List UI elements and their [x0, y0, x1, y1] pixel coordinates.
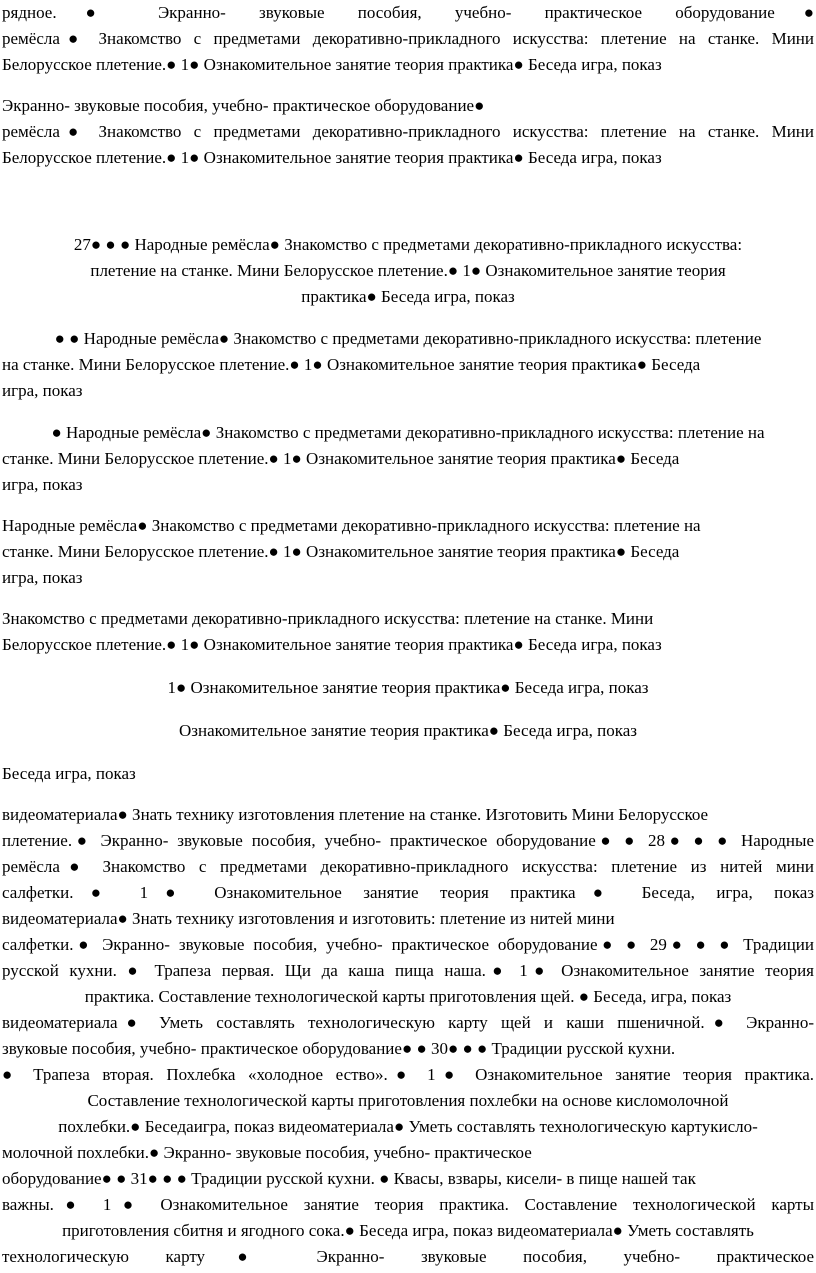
text-line: приготовления сбитня и ягодного сока.● Беседа игра, показ видеоматериала● Уметь составлять: [62, 1221, 754, 1240]
text-line: Составление технологической карты приготовления похлебки на основе кисломолочной: [87, 1091, 729, 1110]
text-line: ремёсла● Знакомство с предметами декоративно-прикладного искусства: плетение на станке. Мини: [2, 122, 814, 141]
text-line: практика● Беседа игра, показ: [301, 287, 515, 306]
text-line: ● Трапеза вторая. Похлебка «холодное ество».● 1● Ознакомительное занятие теория практика.: [2, 1065, 814, 1084]
text-line: салфетки.● Экранно- звуковые пособия, учебно- практическое оборудование● ● 29● ● ● Традиции: [2, 935, 814, 954]
paragraph: [2, 675, 814, 701]
text-line: станке. Мини Белорусское плетение.● 1● Ознакомительное занятие теория практика● Беседа: [2, 449, 680, 468]
paragraph: [2, 513, 814, 591]
text-line: русской кухни. ● Трапеза первая. Щи да каша пища наша.● 1● Ознакомительное занятие теория: [2, 961, 814, 980]
text-line: станке. Мини Белорусское плетение.● 1● Ознакомительное занятие теория практика● Беседа: [2, 542, 680, 561]
text-line: ремёсла● Знакомство с предметами декоративно-прикладного искусства: плетение на станке. Мини: [2, 29, 814, 48]
text-line: ● ● Народные ремёсла● Знакомство с предметами декоративно-прикладного искусства: плетение: [54, 329, 762, 348]
text-line: ● Народные ремёсла● Знакомство с предметами декоративно-прикладного искусства: плетение на: [51, 423, 765, 442]
paragraph: [2, 420, 814, 498]
text-line: рядное.● Экранно- звуковые пособия, учебно- практическое оборудование●: [2, 3, 814, 22]
paragraph: [2, 232, 814, 310]
text-line: 27● ● ● Народные ремёсла● Знакомство с предметами декоративно-прикладного искусства:: [73, 235, 743, 254]
text-line: плетение.● Экранно- звуковые пособия, учебно- практическое оборудование● ● 28● ● ● Народные: [2, 831, 814, 850]
text-line: видеоматериала● Уметь составлять технологическую карту щей и каши пшеничной.● Экранно-: [2, 1013, 814, 1032]
text-line: технологическую карту● Экранно- звуковые пособия, учебно- практическое: [2, 1247, 814, 1266]
text-line: Белорусское плетение.● 1● Ознакомительное занятие теория практика● Беседа игра, показ: [2, 635, 662, 654]
text-line: Народные ремёсла● Знакомство с предметами декоративно-прикладного искусства: плетение на: [2, 516, 701, 535]
text-line: видеоматериала● Знать технику изготовления и изготовить: плетение из нитей мини: [2, 909, 615, 928]
text-line: 1● Ознакомительное занятие теория практика● Беседа игра, показ: [167, 678, 649, 697]
text-line: Белорусское плетение.● 1● Ознакомительное занятие теория практика● Беседа игра, показ: [2, 148, 662, 167]
text-line: видеоматериала● Знать технику изготовления плетение на станке. Изготовить Мини Белорусское: [2, 805, 709, 824]
text-line: игра, показ: [2, 568, 83, 587]
text-line: оборудование● ● 31● ● ● Традиции русской кухни. ● Квасы, взвары, кисели- в пище нашей так: [2, 1169, 696, 1188]
text-line: Беседа игра, показ: [2, 764, 136, 783]
paragraph: [2, 93, 814, 171]
paragraph: [2, 802, 814, 1270]
paragraph: [2, 761, 814, 787]
text-line: ремёсла● Знакомство с предметами декоративно-прикладного искусства: плетение из нитей мини: [2, 857, 814, 876]
text-line: на станке. Мини Белорусское плетение.● 1● Ознакомительное занятие теория практика● Беседа: [2, 355, 701, 374]
paragraph: [2, 718, 814, 744]
text-line: практика. Составление технологической карты приготовления щей. ● Беседа, игра, показ: [84, 987, 732, 1006]
text-line: плетение на станке. Мини Белорусское плетение.● 1● Ознакомительное занятие теория: [90, 261, 726, 280]
text-line: молочной похлебки.● Экранно- звуковые пособия, учебно- практическое: [2, 1143, 532, 1162]
text-line: Экранно- звуковые пособия, учебно- практическое оборудование●: [2, 96, 485, 115]
text-line: игра, показ: [2, 475, 83, 494]
text-line: похлебки.● Беседаигра, показ видеоматериала● Уметь составлять технологическую картукисло-: [58, 1117, 758, 1136]
paragraph: [2, 606, 814, 658]
text-line: игра, показ: [2, 381, 83, 400]
text-line: звуковые пособия, учебно- практическое оборудование● ● 30● ● ● Традиции русской кухни.: [2, 1039, 676, 1058]
text-line: важны.● 1● Ознакомительное занятие теория практика. Составление технологической карты: [2, 1195, 814, 1214]
text-line: Ознакомительное занятие теория практика● Беседа игра, показ: [178, 721, 637, 740]
paragraph: [2, 0, 814, 78]
text-line: Знакомство с предметами декоративно-прикладного искусства: плетение на станке. Мини: [2, 609, 654, 628]
paragraph: [2, 326, 814, 404]
text-line: салфетки.● 1● Ознакомительное занятие теория практика● Беседа, игра, показ: [2, 883, 814, 902]
text-line: Белорусское плетение.● 1● Ознакомительное занятие теория практика● Беседа игра, показ: [2, 55, 662, 74]
